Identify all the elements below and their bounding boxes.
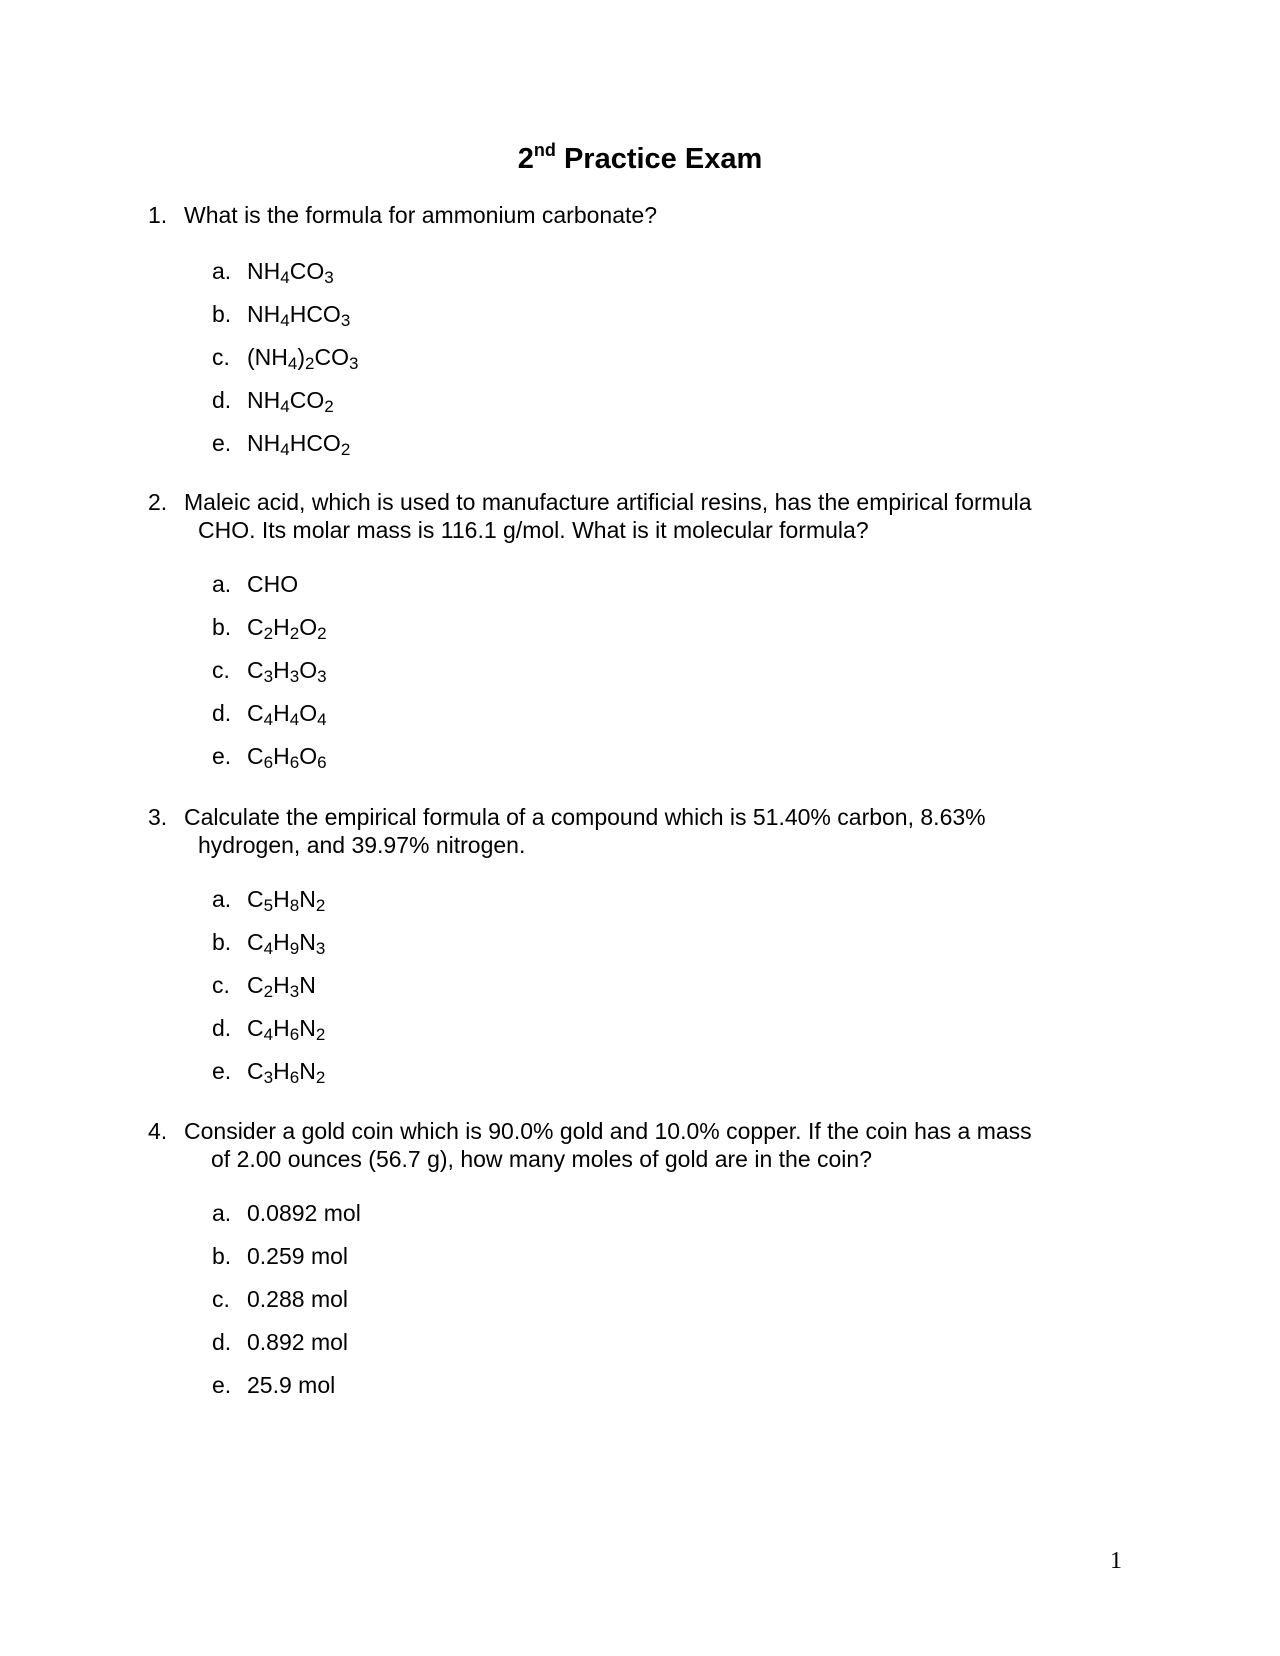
option-text: [247, 886, 326, 915]
formula-part: O: [299, 657, 318, 683]
question-3: [148, 803, 1128, 1087]
formula-part: NH: [247, 258, 281, 284]
option-letter: d.: [212, 1015, 232, 1041]
answer-option: [212, 257, 358, 300]
answer-option: [212, 742, 327, 785]
subscript: 9: [289, 939, 300, 958]
formula-part: C: [247, 657, 264, 683]
option-text: [247, 972, 316, 1001]
page-number: 1: [1110, 1548, 1122, 1574]
option-text: [247, 657, 327, 686]
answer-option: [212, 1242, 361, 1285]
answer-option: [212, 300, 358, 343]
answer-option: [212, 1285, 361, 1328]
answer-options: [212, 1199, 361, 1414]
subscript: 4: [317, 710, 327, 729]
answer-option: [212, 1014, 325, 1057]
formula-part: O: [299, 743, 318, 769]
formula-part: NH: [247, 301, 281, 327]
subscript: 3: [324, 268, 334, 287]
answer-option: [212, 613, 327, 656]
subscript: 8: [289, 896, 300, 915]
formula-part: H: [273, 1058, 290, 1084]
answer-option: [212, 1328, 361, 1371]
subscript: 2: [315, 1068, 326, 1087]
subscript: 2: [263, 624, 274, 643]
formula-part: N: [299, 972, 316, 998]
formula-part: N: [299, 929, 316, 955]
subscript: 2: [315, 896, 326, 915]
subscript: 4: [280, 440, 290, 459]
formula-part: C: [247, 1015, 264, 1041]
formula-part: H: [273, 743, 290, 769]
question-line: of 2.00 ounces (56.7 g), how many moles of gold are in the coin?: [211, 1146, 873, 1172]
subscript: 4: [289, 710, 300, 729]
subscript: 2: [324, 397, 334, 416]
option-text: [247, 344, 359, 373]
subscript: 4: [280, 397, 290, 416]
answer-option: [212, 928, 325, 971]
answer-options: [212, 257, 358, 472]
formula-part: HCO: [289, 430, 341, 456]
question-number: 3.: [148, 804, 168, 830]
subscript: 3: [349, 354, 359, 373]
formula-part: (NH: [247, 344, 288, 370]
subscript: 6: [289, 1025, 300, 1044]
option-letter: b.: [212, 1243, 232, 1269]
formula-part: H: [273, 657, 290, 683]
subscript: 4: [280, 268, 290, 287]
answer-options: [212, 570, 327, 785]
subscript: 3: [289, 982, 300, 1001]
option-text: [247, 387, 334, 416]
option-letter: a.: [212, 571, 232, 597]
formula-part: H: [273, 614, 290, 640]
option-text: [247, 1200, 361, 1226]
subscript: 2: [317, 624, 327, 643]
question-text: [148, 803, 1128, 859]
formula-part: N: [299, 1015, 316, 1041]
question-number: 2.: [148, 489, 168, 515]
question-line: Calculate the empirical formula of a compound which is 51.40% carbon, 8.63%: [184, 804, 986, 830]
subscript: 6: [289, 1068, 300, 1087]
option-text: [247, 571, 298, 597]
title-suffix: nd: [533, 140, 556, 160]
question-line: CHO. Its molar mass is 116.1 g/mol. What is it molecular formula?: [198, 517, 869, 543]
question-line: hydrogen, and 39.97% nitrogen.: [198, 832, 526, 858]
subscript: 3: [317, 667, 327, 686]
option-text: [247, 1058, 326, 1087]
formula-part: CO: [314, 344, 349, 370]
option-letter: c.: [212, 344, 230, 370]
subscript: 4: [287, 354, 298, 373]
formula-part: CO: [289, 387, 325, 413]
formula-part: H: [273, 1015, 290, 1041]
formula-part: O: [299, 700, 318, 726]
option-text: [247, 700, 327, 729]
question-text: [148, 1117, 1128, 1173]
formula-part: 0.259 mol: [247, 1243, 349, 1269]
subscript: 4: [263, 710, 274, 729]
subscript: 6: [289, 753, 300, 772]
option-letter: c.: [212, 657, 230, 683]
formula-part: 25.9 mol: [247, 1372, 336, 1398]
formula-part: ): [297, 344, 306, 370]
subscript: 2: [263, 982, 274, 1001]
option-letter: e.: [212, 743, 232, 769]
question-4: [148, 1117, 1128, 1398]
formula-part: CO: [289, 258, 325, 284]
subscript: 2: [289, 624, 300, 643]
option-letter: b.: [212, 929, 232, 955]
answer-option: [212, 656, 327, 699]
formula-part: H: [273, 886, 290, 912]
question-text: [148, 488, 1128, 544]
option-letter: a.: [212, 1200, 232, 1226]
subscript: 4: [263, 1025, 274, 1044]
question-line: Maleic acid, which is used to manufacture artificial resins, has the empirical formula: [184, 489, 1032, 515]
subscript: 3: [263, 1068, 274, 1087]
option-letter: b.: [212, 614, 232, 640]
option-text: [247, 258, 334, 287]
formula-part: H: [273, 972, 290, 998]
answer-option: [212, 1371, 361, 1414]
question-number: 1.: [148, 202, 168, 228]
formula-part: C: [247, 700, 264, 726]
subscript: 3: [340, 311, 351, 330]
option-text: [247, 1372, 335, 1398]
question-stem: [148, 488, 1128, 544]
answer-option: [212, 429, 358, 472]
question-line: What is the formula for ammonium carbonate?: [184, 202, 657, 228]
option-letter: b.: [212, 301, 232, 327]
subscript: 4: [280, 311, 290, 330]
subscript: 6: [263, 753, 274, 772]
option-letter: e.: [212, 1058, 232, 1084]
question-line: Consider a gold coin which is 90.0% gold and 10.0% copper. If the coin has a mass: [184, 1118, 1032, 1144]
option-letter: d.: [212, 700, 232, 726]
formula-part: 0.0892 mol: [247, 1200, 361, 1226]
option-letter: e.: [212, 430, 232, 456]
question-stem: [148, 1117, 1128, 1173]
formula-part: C: [247, 886, 264, 912]
subscript: 2: [340, 440, 351, 459]
formula-part: NH: [247, 430, 281, 456]
answer-options: [212, 885, 325, 1100]
subscript: 3: [289, 667, 300, 686]
question-2: [148, 488, 1128, 772]
question-text: [148, 201, 1128, 229]
formula-part: 0.288 mol: [247, 1286, 349, 1312]
option-text: [247, 1329, 348, 1355]
option-text: [247, 430, 351, 459]
formula-part: N: [299, 1058, 316, 1084]
page-title: [0, 142, 1280, 179]
question-stem: [148, 803, 1128, 859]
answer-option: [212, 1057, 325, 1100]
option-text: [247, 301, 351, 330]
option-text: [247, 614, 327, 643]
formula-part: CHO: [247, 571, 299, 597]
option-letter: c.: [212, 1286, 230, 1312]
formula-part: H: [273, 929, 290, 955]
formula-part: C: [247, 743, 264, 769]
subscript: 2: [315, 1025, 326, 1044]
formula-part: C: [247, 929, 264, 955]
formula-part: 0.892 mol: [247, 1329, 349, 1355]
subscript: 4: [263, 939, 274, 958]
option-letter: c.: [212, 972, 230, 998]
subscript: 3: [315, 939, 326, 958]
formula-part: N: [299, 886, 316, 912]
subscript: 3: [263, 667, 274, 686]
option-letter: a.: [212, 886, 232, 912]
subscript: 2: [305, 354, 315, 373]
answer-option: [212, 885, 325, 928]
answer-option: [212, 386, 358, 429]
option-letter: a.: [212, 258, 232, 284]
option-text: [247, 743, 327, 772]
answer-option: [212, 699, 327, 742]
formula-part: C: [247, 1058, 264, 1084]
formula-part: C: [247, 972, 264, 998]
option-letter: d.: [212, 1329, 232, 1355]
question-number: 4.: [148, 1118, 168, 1144]
option-text: [247, 929, 326, 958]
answer-option: [212, 570, 327, 613]
option-text: [247, 1015, 326, 1044]
answer-option: [212, 343, 358, 386]
subscript: 5: [263, 896, 274, 915]
formula-part: NH: [247, 387, 281, 413]
formula-part: HCO: [289, 301, 341, 327]
subscript: 6: [317, 753, 327, 772]
title-rest: Practice Exam: [555, 143, 763, 175]
question-stem: [148, 201, 1128, 229]
formula-part: O: [299, 614, 318, 640]
option-letter: d.: [212, 387, 232, 413]
question-1: [148, 201, 1128, 459]
option-text: [247, 1243, 348, 1269]
answer-option: [212, 971, 325, 1014]
option-letter: e.: [212, 1372, 232, 1398]
option-text: [247, 1286, 348, 1312]
answer-option: [212, 1199, 361, 1242]
title-main: 2: [517, 143, 534, 175]
formula-part: C: [247, 614, 264, 640]
formula-part: H: [273, 700, 290, 726]
